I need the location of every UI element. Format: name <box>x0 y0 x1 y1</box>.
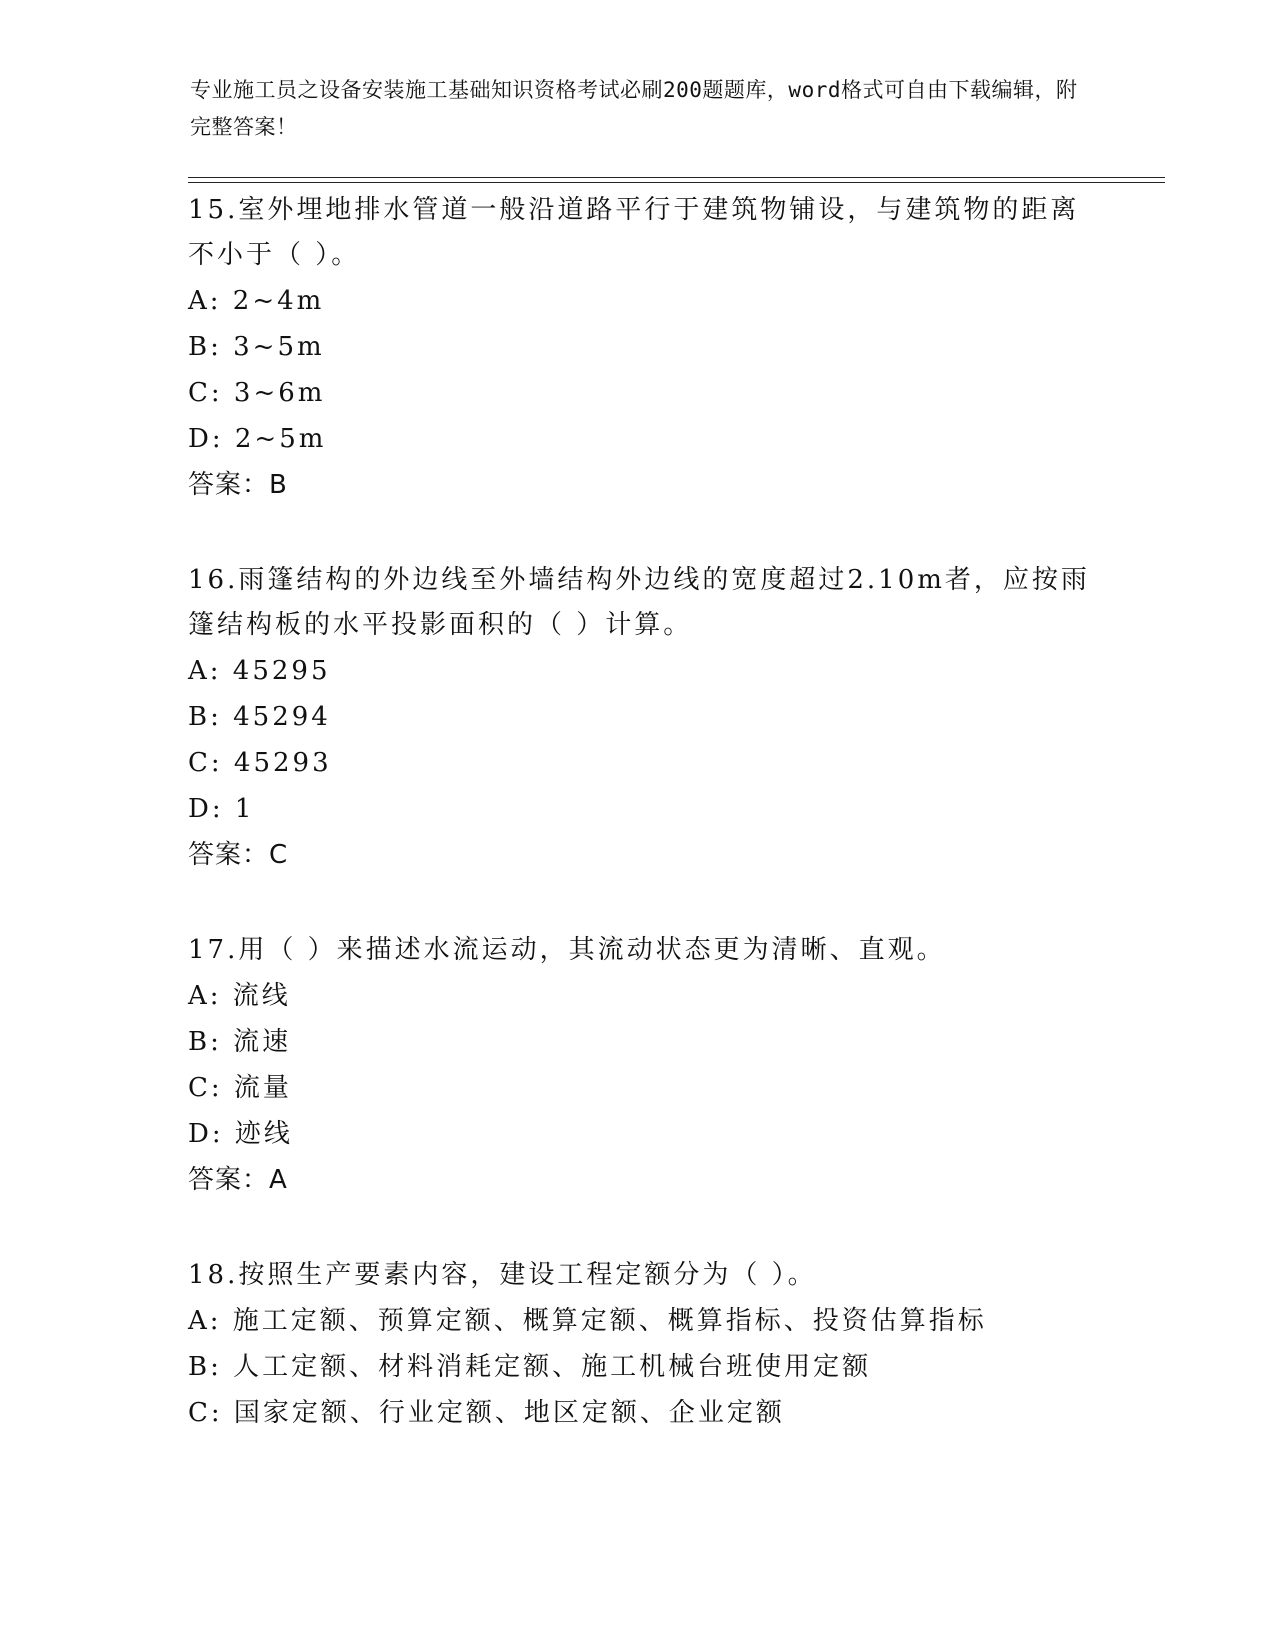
answer-line: 答案：B <box>188 470 288 500</box>
option-d: D: 1 <box>188 794 255 824</box>
option-d: D: 2~5m <box>188 424 327 454</box>
question-17 <box>188 928 1108 1203</box>
question-stem: 15.室外埋地排水管道一般沿道路平行于建筑物铺设，与建筑物的距离不小于（ ）。 <box>188 195 1080 270</box>
question-16 <box>188 558 1108 878</box>
option-b: B: 45294 <box>188 702 331 732</box>
option-c: C: 3~6m <box>188 378 326 408</box>
document-header: 专业施工员之设备安装施工基础知识资格考试必刷200题题库，word格式可自由下载编辑，附完整答案！ <box>190 78 1078 139</box>
question-18 <box>188 1253 1108 1436</box>
header-divider <box>188 177 1165 178</box>
option-a: A: 流线 <box>188 981 291 1011</box>
question-list <box>188 188 1108 1486</box>
question-stem: 16.雨篷结构的外边线至外墙结构外边线的宽度超过2.10m者，应按雨篷结构板的水平投影面积的（ ）计算。 <box>188 565 1090 640</box>
option-b: B: 人工定额、材料消耗定额、施工机械台班使用定额 <box>188 1352 872 1382</box>
header-divider-secondary <box>188 182 1165 183</box>
option-d: D: 迹线 <box>188 1119 293 1149</box>
option-c: C: 45293 <box>188 748 332 778</box>
answer-line: 答案：A <box>188 1165 288 1195</box>
option-a: A: 2~4m <box>188 286 325 316</box>
option-b: B: 流速 <box>188 1027 292 1057</box>
question-stem: 17.用（ ）来描述水流运动，其流动状态更为清晰、直观。 <box>188 935 946 965</box>
option-a: A: 45295 <box>188 656 331 686</box>
question-15 <box>188 188 1108 508</box>
answer-line: 答案：C <box>188 840 289 870</box>
option-c: C: 流量 <box>188 1073 292 1103</box>
option-c: C: 国家定额、行业定额、地区定额、企业定额 <box>188 1398 785 1428</box>
option-b: B: 3~5m <box>188 332 325 362</box>
question-stem: 18.按照生产要素内容，建设工程定额分为（ ）。 <box>188 1260 817 1290</box>
option-a: A: 施工定额、预算定额、概算定额、概算指标、投资估算指标 <box>188 1306 987 1336</box>
